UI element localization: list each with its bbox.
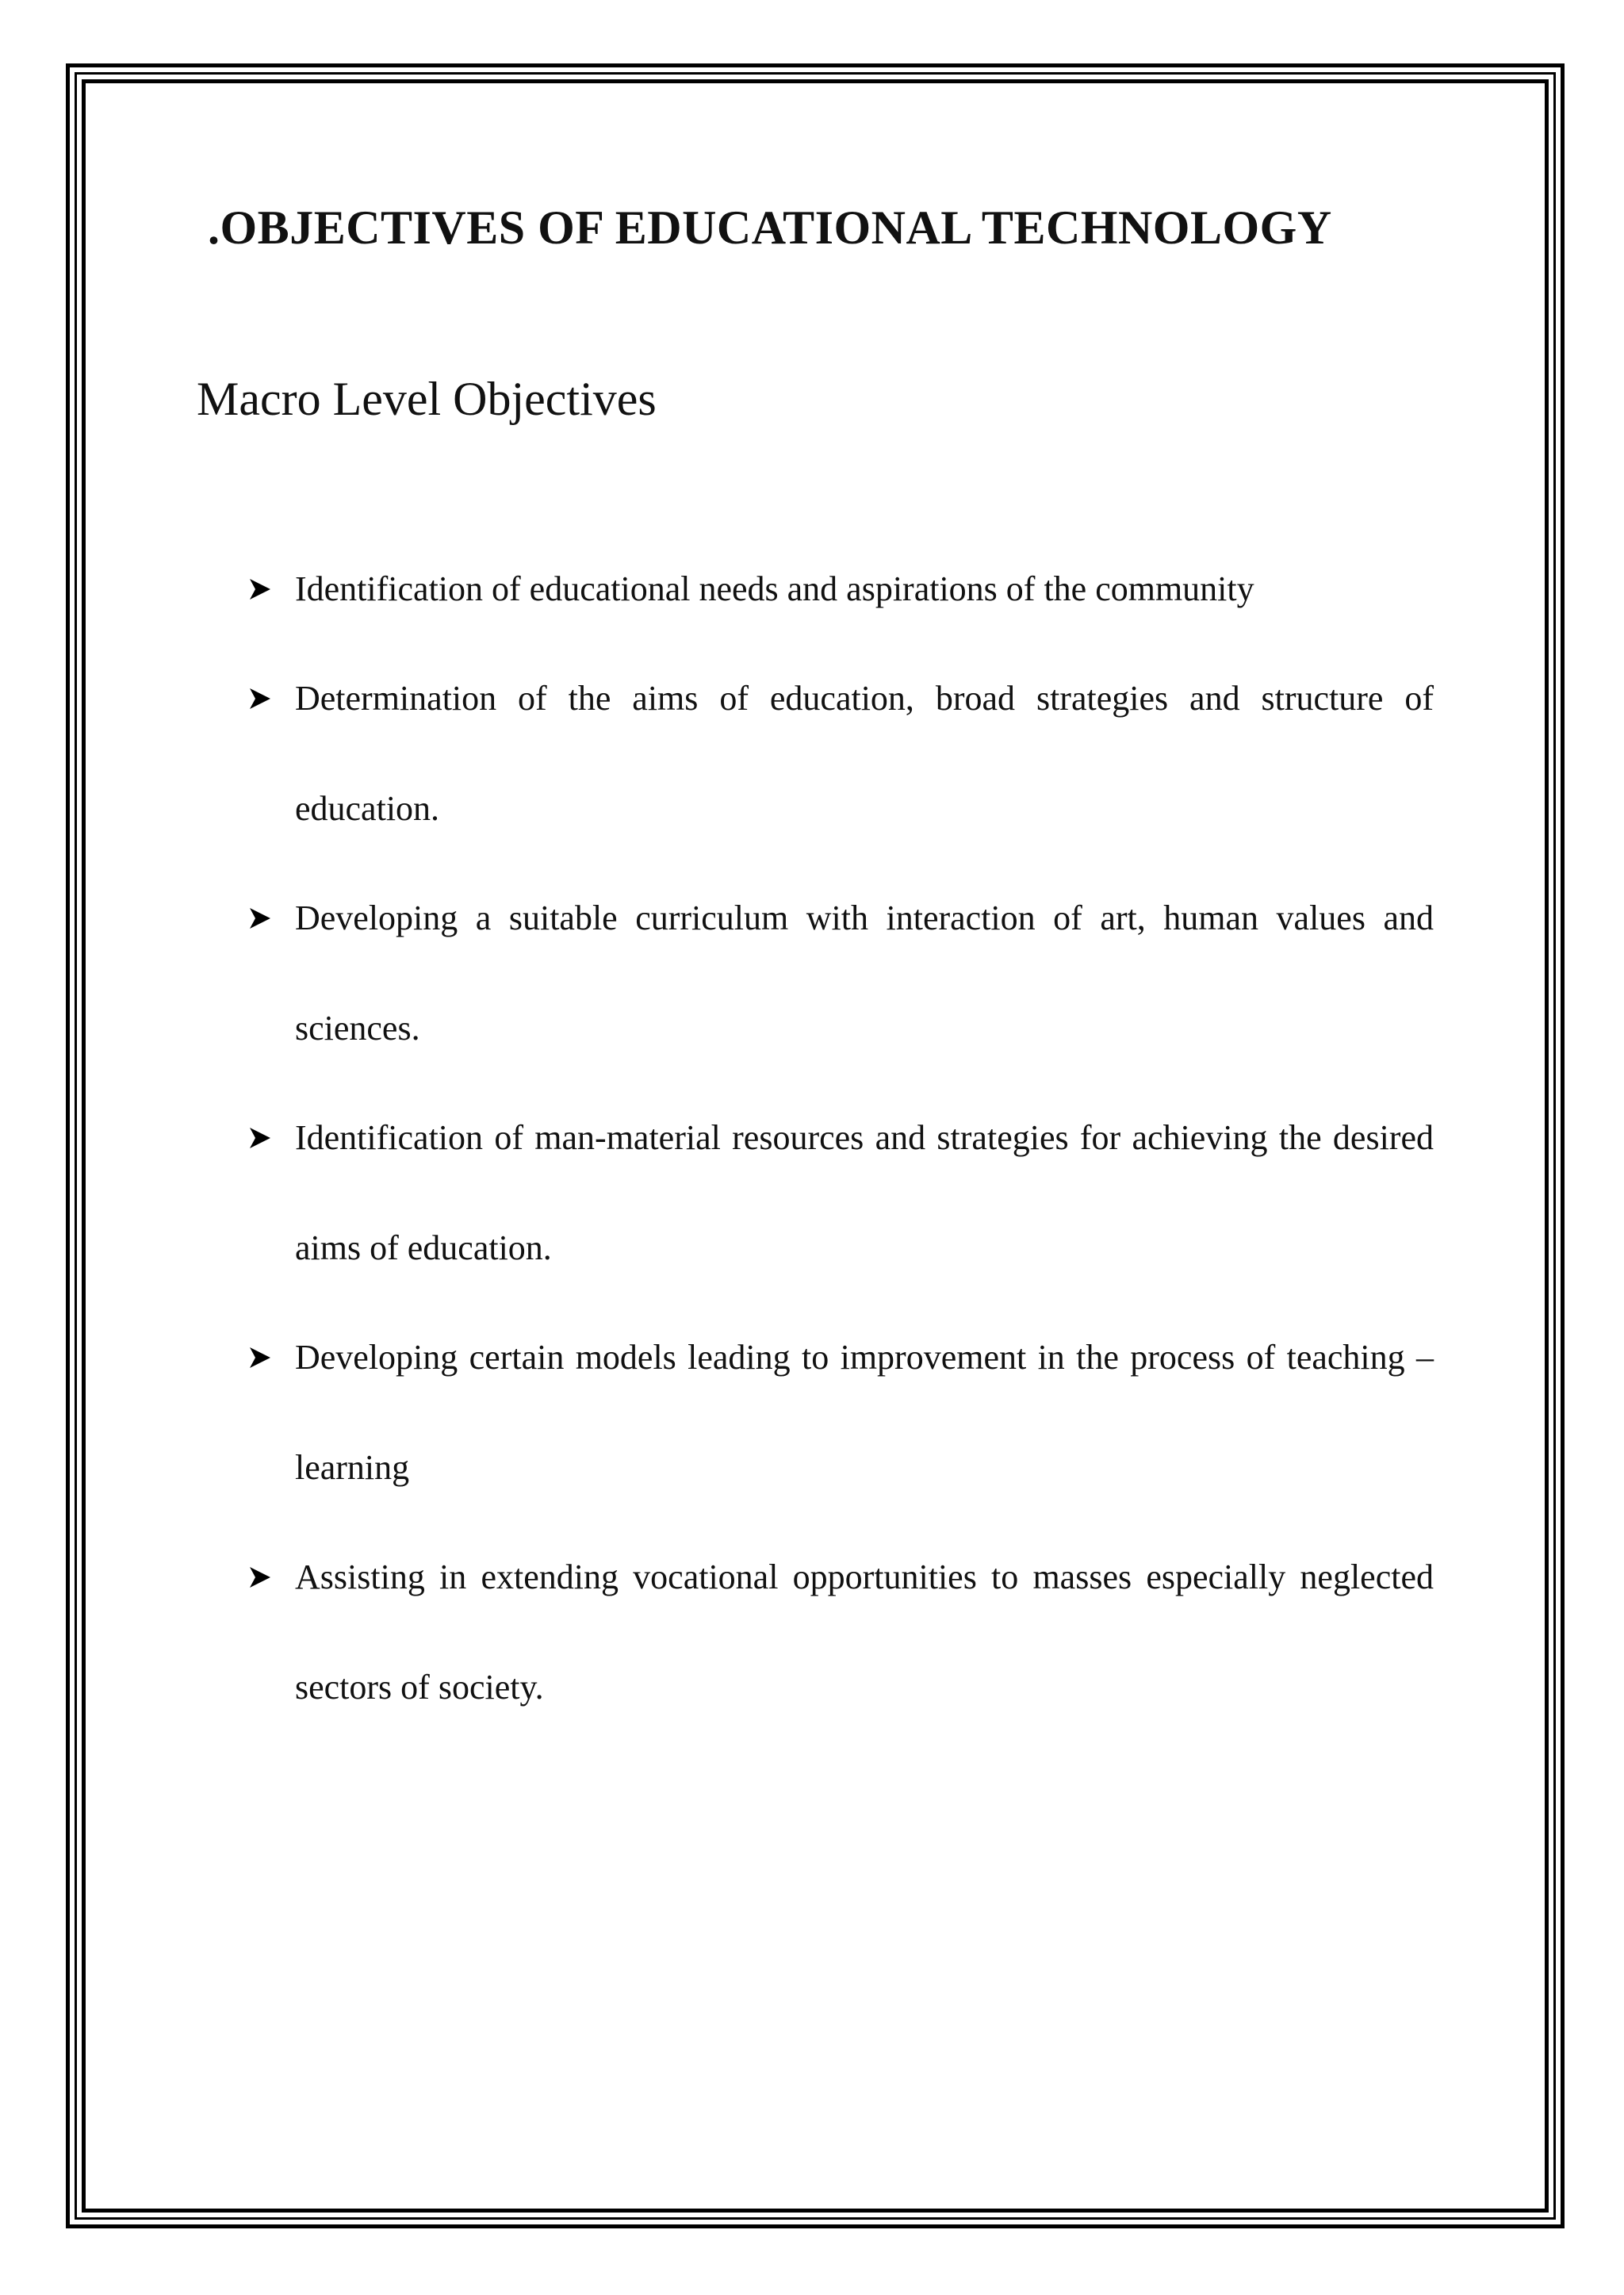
arrowhead-bullet-icon (247, 534, 279, 644)
arrowhead-bullet-icon (247, 643, 279, 753)
objective-text: Developing certain models leading to improvement in the process of teaching – learning (295, 1338, 1434, 1487)
list-item (247, 643, 1434, 864)
objective-text: Identification of educational needs and aspirations of the community (295, 569, 1254, 608)
page-title: .OBJECTIVES OF EDUCATIONAL TECHNOLOGY (208, 201, 1332, 254)
section-heading: Macro Level Objectives (197, 373, 657, 425)
objective-text: Identification of man-material resources and strategies for achieving the desired aims of education. (295, 1118, 1434, 1267)
objective-text: Assisting in extending vocational opportunities to masses especially neglected sectors of society. (295, 1557, 1434, 1707)
objectives-list (247, 534, 1434, 1742)
arrowhead-bullet-icon (247, 1302, 279, 1412)
list-item (247, 534, 1434, 644)
objective-text: Determination of the aims of education, broad strategies and structure of education. (295, 679, 1434, 828)
arrowhead-bullet-icon (247, 1522, 279, 1632)
list-item (247, 863, 1434, 1083)
arrowhead-bullet-icon (247, 863, 279, 973)
list-item (247, 1522, 1434, 1742)
objective-text: Developing a suitable curriculum with interaction of art, human values and sciences. (295, 898, 1434, 1048)
list-item (247, 1302, 1434, 1523)
list-item (247, 1082, 1434, 1303)
arrowhead-bullet-icon (247, 1082, 279, 1193)
